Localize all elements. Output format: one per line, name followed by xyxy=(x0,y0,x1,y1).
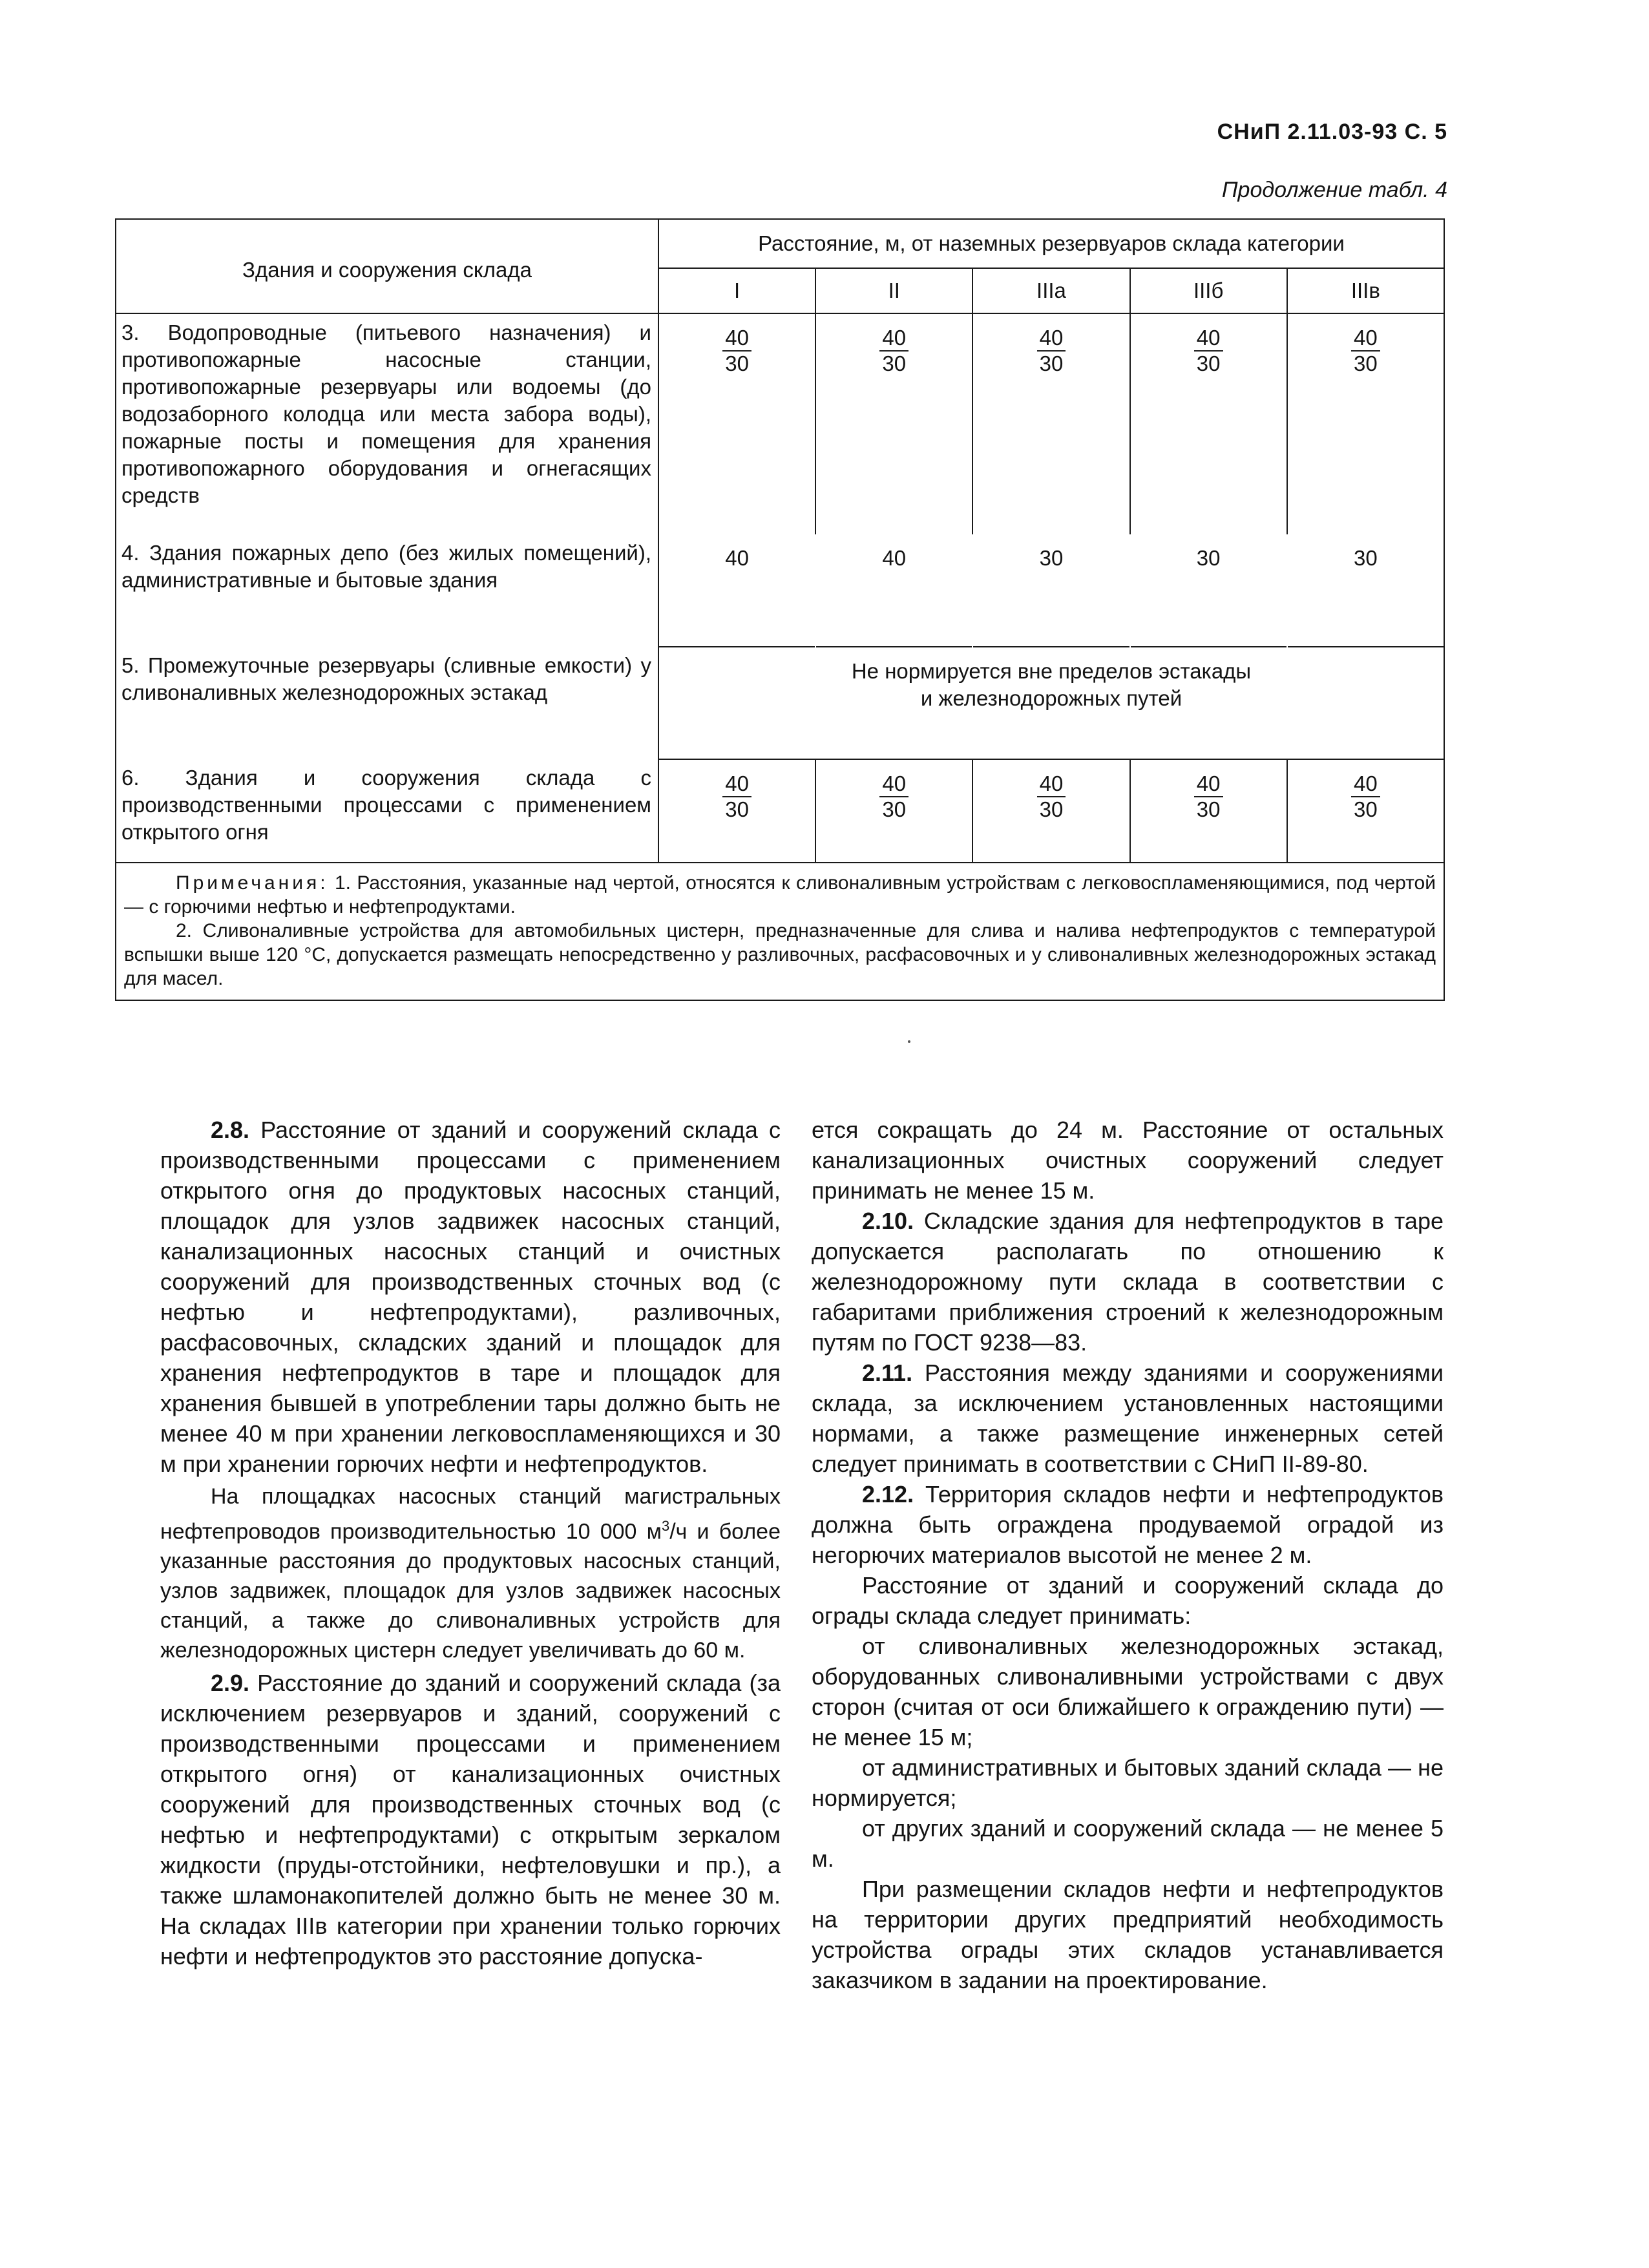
table-cell xyxy=(1130,313,1287,534)
table-cell xyxy=(815,313,972,534)
clause-number: 2.11. xyxy=(862,1360,913,1386)
table-header-row xyxy=(116,219,1444,268)
table-cell: 40 xyxy=(725,546,749,570)
value-below: 30 xyxy=(1039,797,1064,821)
value-above: 40 xyxy=(722,326,751,352)
paragraph: При размещении складов нефти и нефтепродуктов на территории других предприятий необходимость устройства ограды этих складов устанавливается заказчиком в задании на проектирование. xyxy=(812,1876,1444,1993)
clause-text: Расстояния между зданиями и сооружениями склада, за исключением установленных настоящими нормами, а также размещение инженерных сетей следует принимать в соответствии с СНиП II-89-80. xyxy=(812,1360,1444,1477)
body-column-right xyxy=(812,1115,1444,1995)
span-text-line: и железнодорожных путей xyxy=(920,686,1182,710)
category-header: IIIа xyxy=(972,268,1129,313)
paragraph-text: На площадках насосных станций магистральных нефтепроводов производительностью 10 000 м xyxy=(160,1484,781,1544)
table-cell xyxy=(972,313,1129,534)
row-label: 5. Промежуточные резервуары (сливные емкости) у сливоналивных железнодорожных эстакад xyxy=(116,647,658,759)
clause-number: 2.9. xyxy=(211,1670,250,1697)
col-header-distance: Расстояние, м, от наземных резервуаров склада категории xyxy=(658,219,1444,268)
category-header: IIIв xyxy=(1287,268,1444,313)
distance-table xyxy=(115,218,1445,1001)
value-above: 40 xyxy=(1194,326,1223,352)
col-header-buildings: Здания и сооружения склада xyxy=(116,219,658,313)
paragraph-text: /ч и более указанные расстояния до продуктовых насосных станций, узлов задвижек, площадок для узлов задвижек насосных станций, а также до сливоналивных устройств для железнодорожных цистерн следует увеличивать до 60 м. xyxy=(160,1519,781,1663)
paragraph-2-12 xyxy=(812,1479,1444,1570)
row-label: 4. Здания пожарных депо (без жилых помещений), административные и бытовые здания xyxy=(116,534,658,647)
superscript: 3 xyxy=(661,1518,670,1534)
value-above: 40 xyxy=(1194,772,1223,797)
table-cell xyxy=(658,313,815,534)
value-below: 30 xyxy=(1354,352,1378,375)
stray-dot xyxy=(908,1040,910,1043)
row-label: 6. Здания и сооружения склада с производственными процессами с применением открытого огня xyxy=(116,759,658,863)
value-below: 30 xyxy=(1196,352,1221,375)
clause-text: Складские здания для нефтепродуктов в таре допускается располагать по отношению к железнодорожному пути склада в соответствии с габаритами приближения строений к железнодорожным путям по ГОСТ 9238—83. xyxy=(812,1208,1444,1356)
paragraph: Расстояние от зданий и сооружений склада до ограды склада следует принимать: xyxy=(812,1572,1444,1629)
clause-text: Расстояние до зданий и сооружений склада (за исключением резервуаров и зданий, сооружений с производственными процессами и применением открытого огня) от канализационных очистных сооружений для производственных сточных вод (с нефтью и нефтепродуктами) с открытым зеркалом жидкости (пруды-отстойники, нефтеловушки и пр.), а также шламонакопителей должно быть не менее 30 м. На складах IIIв категории при хранении только горючих нефти и нефтепродуктов это расстояние допуска- xyxy=(160,1670,781,1970)
value-below: 30 xyxy=(725,797,749,821)
table-row xyxy=(116,759,1444,863)
value-above: 40 xyxy=(879,772,909,797)
paragraph-2-10 xyxy=(812,1206,1444,1358)
table-cell xyxy=(1287,759,1444,863)
paragraph: от других зданий и сооружений склада — не менее 5 м. xyxy=(812,1815,1444,1872)
table-notes xyxy=(116,863,1444,1000)
value-above: 40 xyxy=(1037,772,1066,797)
body-column-left xyxy=(160,1115,781,1971)
row-label: 3. Водопроводные (питьевого назначения) и противопожарные насосные станции, противопожарные резервуары или водоемы (до водозаборного колодца или места забора воды), пожарные посты и помещения для хранения противопожарного оборудования и огнегасящих средств xyxy=(116,313,658,534)
clause-number: 2.10. xyxy=(862,1208,914,1234)
value-below: 30 xyxy=(1196,797,1221,821)
table-cell xyxy=(815,759,972,863)
clause-text: Расстояние от зданий и сооружений склада с производственными процессами с применением открытого огня до продуктовых насосных станций, площадок для узлов задвижек насосных станций, канализационных насосных станций и очистных сооружений для производственных сточных вод (с нефтью и нефтепродуктами), разливочных, расфасовочных, складских зданий и площадок для хранения нефтепродуктов в таре и площадок для хранения бывшей в употреблении тары должно быть не менее 40 м при хранении легковоспламеняющихся и 30 м при хранении горючих нефти и нефтепродуктов. xyxy=(160,1117,781,1477)
paragraph: от административных и бытовых зданий склада — не нормируется; xyxy=(812,1754,1444,1811)
value-above: 40 xyxy=(1351,326,1380,352)
paragraph: от сливоналивных железнодорожных эстакад, оборудованных сливоналивными устройствами с двух сторон (считая от оси ближайшего к ограждению пути) — не менее 15 м; xyxy=(812,1633,1444,1750)
notes-heading: Примечания: xyxy=(176,872,329,894)
value-above: 40 xyxy=(879,326,909,352)
table-cell-span xyxy=(658,647,1444,759)
table-cell: 30 xyxy=(1196,546,1221,570)
table-cell xyxy=(1130,759,1287,863)
table-cell: 30 xyxy=(1039,546,1064,570)
table-cell: 40 xyxy=(882,546,907,570)
note-1 xyxy=(124,871,1436,919)
value-below: 30 xyxy=(882,797,907,821)
table-row xyxy=(116,647,1444,759)
table-row xyxy=(116,313,1444,534)
clause-number: 2.12. xyxy=(862,1481,914,1507)
paragraph-2-11 xyxy=(812,1358,1444,1479)
value-below: 30 xyxy=(725,352,749,375)
value-below: 30 xyxy=(1354,797,1378,821)
table-cell: 30 xyxy=(1287,534,1444,647)
page-header-docref: СНиП 2.11.03-93 С. 5 xyxy=(1217,120,1447,144)
value-below: 30 xyxy=(882,352,907,375)
table-row xyxy=(116,534,1444,647)
clause-text: Территория складов нефти и нефтепродуктов должна быть ограждена продуваемой оградой из негорючих материалов высотой не менее 2 м. xyxy=(812,1481,1444,1568)
value-below: 30 xyxy=(1039,352,1064,375)
paragraph-2-9 xyxy=(160,1668,781,1971)
paragraph-continuation: ется сокращать до 24 м. Расстояние от остальных канализационных очистных сооружений следует принимать не менее 15 м. xyxy=(812,1117,1444,1204)
table-notes-row xyxy=(116,863,1444,1000)
value-above: 40 xyxy=(1351,772,1380,797)
table-cell xyxy=(972,759,1129,863)
category-header: IIIб xyxy=(1130,268,1287,313)
note-2: 2. Сливоналивные устройства для автомобильных цистерн, предназначенные для слива и налива нефтепродуктов с температурой вспышки выше 120 °С, допускается размещать непосредственно у разливочных, расфасовочных и у сливоналивных железнодорожных эстакад для масел. xyxy=(124,920,1436,989)
table-cell xyxy=(1287,313,1444,534)
note-1-text: 1. Расстояния, указанные над чертой, относятся к сливоналивным устройствам с легковоспламеняющимися, под чертой — с горючими нефтью и нефтепродуктами. xyxy=(124,872,1436,918)
paragraph-2-8 xyxy=(160,1115,781,1479)
value-above: 40 xyxy=(722,772,751,797)
category-header: II xyxy=(815,268,972,313)
table-caption: Продолжение табл. 4 xyxy=(1221,178,1447,202)
paragraph xyxy=(160,1482,781,1665)
span-text-line: Не нормируется вне пределов эстакады xyxy=(851,659,1252,683)
table-cell xyxy=(658,759,815,863)
category-header: I xyxy=(658,268,815,313)
value-above: 40 xyxy=(1037,326,1066,352)
clause-number: 2.8. xyxy=(211,1117,250,1143)
